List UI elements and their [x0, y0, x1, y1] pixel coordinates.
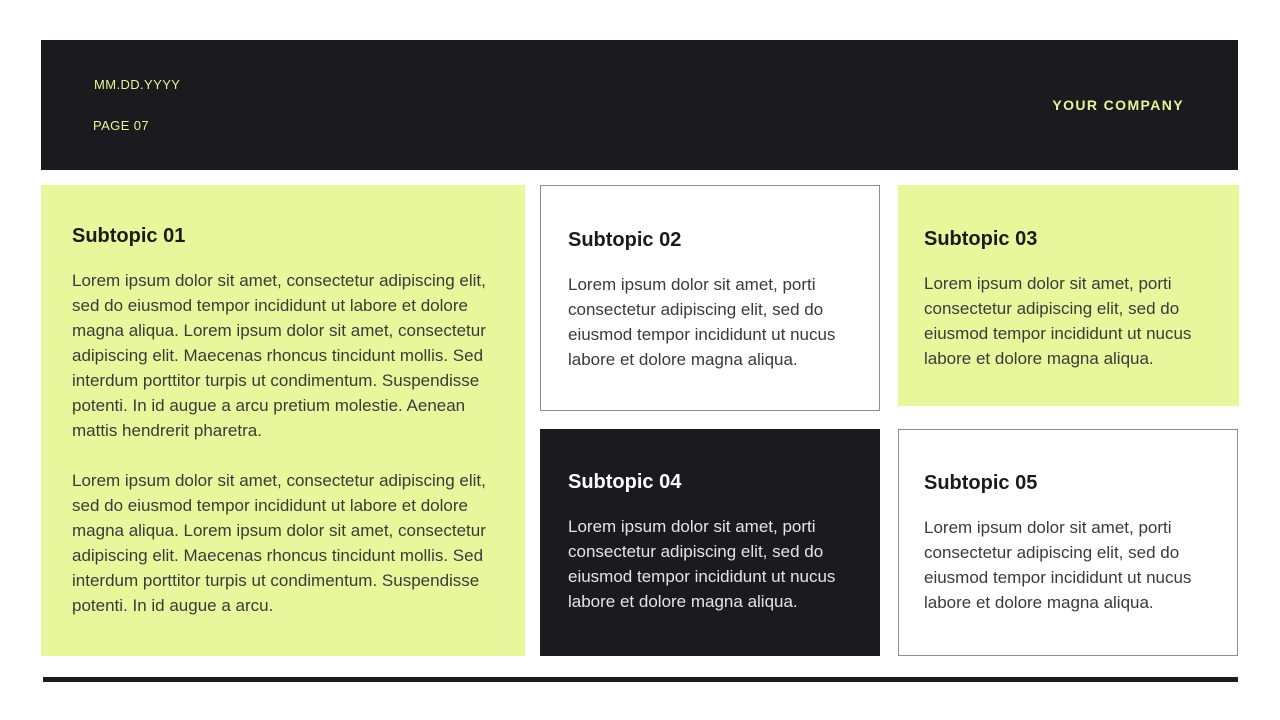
subtopic-card-01 — [41, 185, 525, 656]
subtopic-body: Lorem ipsum dolor sit amet, porti consectetur adipiscing elit, sed do eiusmod tempor incididunt ut nucus labore et dolore magna aliqua. — [568, 517, 836, 611]
subtopic-body: Lorem ipsum dolor sit amet, porti consectetur adipiscing elit, sed do eiusmod tempor incididunt ut nucus labore et dolore magna aliqua. — [924, 274, 1192, 368]
header-page-number: PAGE 07 — [93, 118, 150, 133]
subtopic-paragraph: Lorem ipsum dolor sit amet, consectetur adipiscing elit, sed do eiusmod tempor incididunt ut labore et dolore magna aliqua. Lorem ipsum dolor sit amet, consectetur adipiscing elit. Maecenas rhoncus tincidunt mollis. Sed interdum porttitor turpis ut condimentum. Suspendisse potenti. In id augue a arcu. — [72, 471, 486, 615]
page-header — [41, 40, 1238, 170]
subtopic-card-02 — [540, 185, 880, 411]
subtopic-card-04 — [540, 429, 880, 656]
subtopic-card-03 — [898, 185, 1239, 406]
subtopic-body: Lorem ipsum dolor sit amet, porti consectetur adipiscing elit, sed do eiusmod tempor incididunt ut nucus labore et dolore magna aliqua. — [924, 518, 1192, 612]
header-company-name: YOUR COMPANY — [1052, 97, 1184, 113]
subtopic-title: Subtopic 04 — [568, 471, 682, 493]
subtopic-body: Lorem ipsum dolor sit amet, porti consectetur adipiscing elit, sed do eiusmod tempor incididunt ut nucus labore et dolore magna aliqua. — [568, 275, 836, 369]
bottom-divider — [43, 677, 1238, 682]
subtopic-title: Subtopic 02 — [568, 229, 682, 251]
subtopic-title: Subtopic 03 — [924, 228, 1038, 250]
subtopic-card-05 — [898, 429, 1238, 656]
header-date: MM.DD.YYYY — [94, 77, 181, 92]
subtopic-title: Subtopic 05 — [924, 472, 1038, 494]
subtopic-title: Subtopic 01 — [72, 225, 186, 247]
subtopic-body — [72, 268, 512, 618]
subtopic-paragraph: Lorem ipsum dolor sit amet, consectetur adipiscing elit, sed do eiusmod tempor incididunt ut labore et dolore magna aliqua. Lorem ipsum dolor sit amet, consectetur adipiscing elit. Maecenas rhoncus tincidunt mollis. Sed interdum porttitor turpis ut condimentum. Suspendisse potenti. In id augue a arcu pretium molestie. Aenean mattis hendrerit pharetra. — [72, 271, 486, 440]
